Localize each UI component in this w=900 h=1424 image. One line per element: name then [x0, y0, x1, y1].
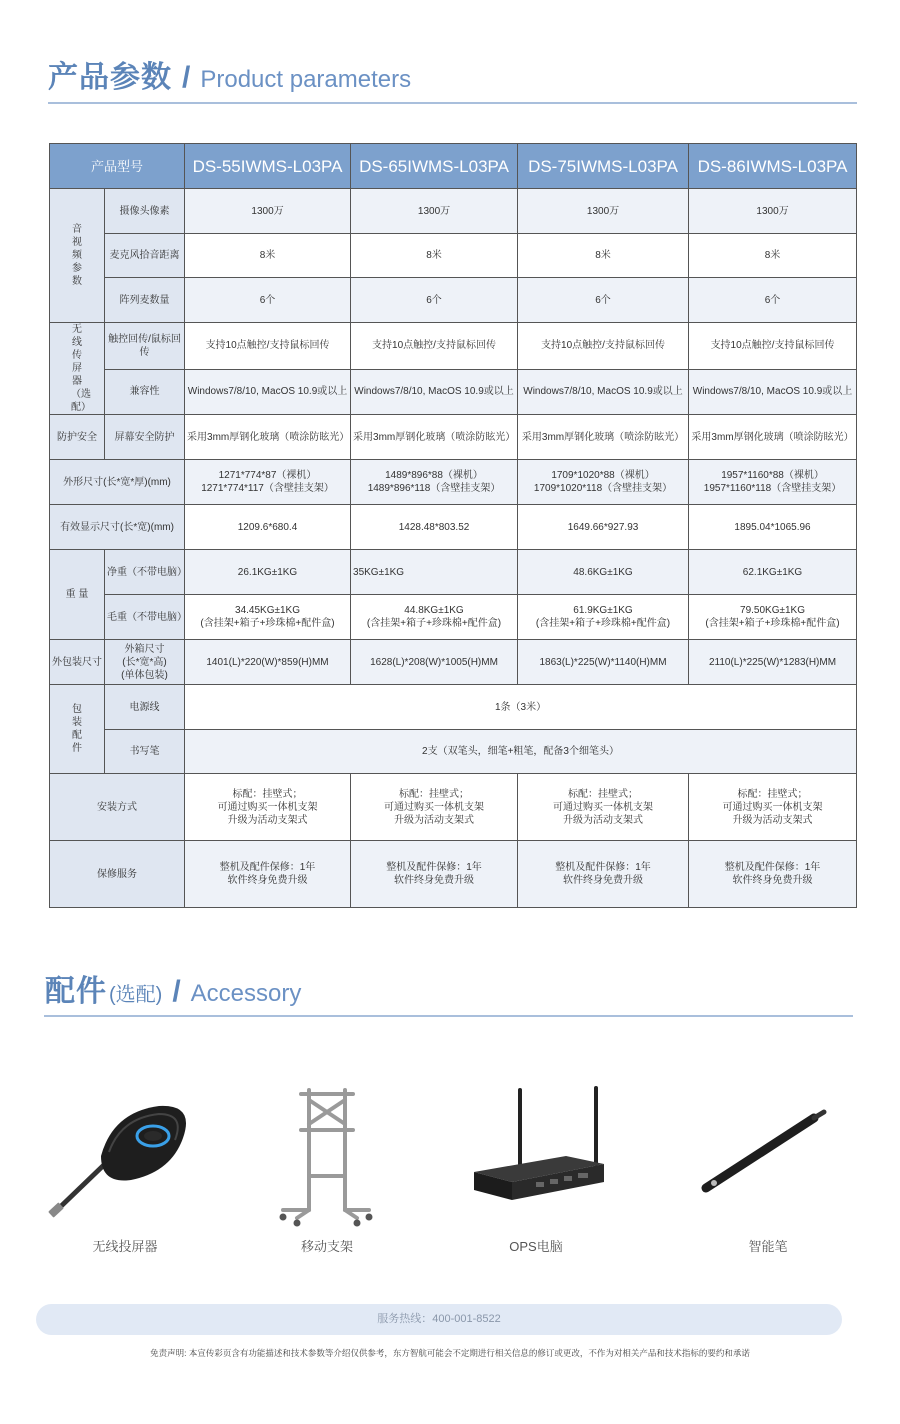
av-group-label: 音视频参数: [50, 189, 105, 323]
model-header-label: 产品型号: [50, 144, 185, 189]
disclaimer: 免责声明: 本宣传彩页含有功能描述和技术参数等介绍仅供参考，东方智航可能会不定期进行相关信息的修订或更改，不作为对相关产品和技术指标的要约和承诺: [150, 1348, 750, 1358]
table-cell: 采用3mm厚钢化玻璃（喷涂防眩光）: [351, 415, 518, 460]
table-cell: 1649.66*927.93: [518, 505, 689, 550]
model-name: DS-65IWMS-L03PA: [351, 144, 518, 189]
accessory-title-cn: 配件: [45, 975, 107, 1008]
table-cell: 采用3mm厚钢化玻璃（喷涂防眩光）: [689, 415, 857, 460]
protect-group-label: 防护安全: [50, 415, 105, 460]
table-row: [50, 774, 857, 841]
table-cell: 1271*774*87（裸机） 1271*774*117（含壁挂支架）: [185, 460, 351, 505]
table-row: [50, 278, 857, 323]
table-cell: 2支（双笔头，细笔+粗笔，配备3个细笔头）: [185, 730, 857, 774]
acc-group-label: 包装配件: [50, 685, 105, 774]
accessory-item: [237, 1060, 417, 1255]
table-cell: 1401(L)*220(W)*859(H)MM: [185, 640, 351, 685]
table-cell: Windows7/8/10, MacOS 10.9或以上: [689, 369, 857, 414]
power-label: 电源线: [105, 685, 185, 730]
table-cell: 标配：挂壁式； 可通过购买一体机支架 升级为活动支架式: [185, 774, 351, 841]
ops-computer-icon: [446, 1060, 626, 1230]
table-cell: 1863(L)*225(W)*1140(H)MM: [518, 640, 689, 685]
table-cell: 支持10点触控/支持鼠标回传: [518, 323, 689, 370]
net-label: 净重（不带电脑）: [105, 550, 185, 595]
table-row: [50, 505, 857, 550]
table-cell: 采用3mm厚钢化玻璃（喷涂防眩光）: [185, 415, 351, 460]
table-cell: 44.8KG±1KG (含挂架+箱子+珍珠棉+配件盒): [351, 595, 518, 640]
table-cell: 48.6KG±1KG: [518, 550, 689, 595]
table-cell: 1895.04*1065.96: [689, 505, 857, 550]
wireless-group-label: 无线传屏器（选配）: [50, 323, 105, 415]
model-name: DS-75IWMS-L03PA: [518, 144, 689, 189]
touch-label: 触控回传/鼠标回传: [105, 323, 185, 370]
table-cell: 8米: [689, 234, 857, 278]
table-row: [50, 730, 857, 774]
table-row: [50, 685, 857, 730]
table-cell: 支持10点触控/支持鼠标回传: [689, 323, 857, 370]
table-row: [50, 841, 857, 908]
table-cell: 1300万: [185, 189, 351, 234]
params-title-en: Product parameters: [200, 66, 412, 93]
array-label: 阵列麦数量: [105, 278, 185, 323]
table-cell: 79.50KG±1KG (含挂架+箱子+珍珠棉+配件盒): [689, 595, 857, 640]
mic-label: 麦克风拾音距离: [105, 234, 185, 278]
table-cell: 34.45KG±1KG (含挂架+箱子+珍珠棉+配件盒): [185, 595, 351, 640]
accessory-item: [446, 1060, 626, 1255]
table-cell: 1300万: [689, 189, 857, 234]
smart-pen-icon: [678, 1060, 858, 1230]
table-cell: 2110(L)*225(W)*1283(H)MM: [689, 640, 857, 685]
table-cell: 标配：挂壁式； 可通过购买一体机支架 升级为活动支架式: [689, 774, 857, 841]
package-group-label: 外包装尺寸: [50, 640, 105, 685]
protect-label: 屏幕安全防护: [105, 415, 185, 460]
table-cell: 6个: [518, 278, 689, 323]
table-cell: 1957*1160*88（裸机） 1957*1160*118（含壁挂支架）: [689, 460, 857, 505]
mobile-stand-icon: [237, 1060, 417, 1230]
table-row: [50, 189, 857, 234]
accessory-title-en: Accessory: [190, 980, 302, 1007]
params-divider: [48, 102, 857, 104]
gross-label: 毛重（不带电脑）: [105, 595, 185, 640]
table-cell: 1209.6*680.4: [185, 505, 351, 550]
table-cell: 8米: [518, 234, 689, 278]
table-row: [50, 323, 857, 370]
header-row: [50, 144, 857, 189]
params-title-cn: 产品参数: [48, 61, 172, 94]
warranty-label: 保修服务: [50, 841, 185, 908]
accessory-label: 无线投屏器: [92, 1239, 158, 1254]
table-cell: 1489*896*88（裸机） 1489*896*118（含壁挂支架）: [351, 460, 518, 505]
package-label: 外箱尺寸 (长*宽*高) (单体包装): [105, 640, 185, 685]
table-row: [50, 550, 857, 595]
accessory-item: [678, 1060, 858, 1255]
table-cell: Windows7/8/10, MacOS 10.9或以上: [185, 369, 351, 414]
install-label: 安装方式: [50, 774, 185, 841]
model-name: DS-55IWMS-L03PA: [185, 144, 351, 189]
table-cell: 8米: [351, 234, 518, 278]
display-label: 有效显示尺寸(长*宽)(mm): [50, 505, 185, 550]
table-cell: 标配：挂壁式； 可通过购买一体机支架 升级为活动支架式: [518, 774, 689, 841]
table-cell: 整机及配件保修：1年 软件终身免费升级: [185, 841, 351, 908]
accessory-title: [45, 966, 301, 1010]
accessory-title-sub: (选配): [109, 984, 163, 1006]
pen-label: 书写笔: [105, 730, 185, 774]
table-cell: 支持10点触控/支持鼠标回传: [351, 323, 518, 370]
table-cell: 1300万: [351, 189, 518, 234]
table-cell: 6个: [351, 278, 518, 323]
title-slash: /: [172, 975, 181, 1008]
weight-group-label: 重 量: [50, 550, 105, 640]
table-cell: Windows7/8/10, MacOS 10.9或以上: [518, 369, 689, 414]
accessory-label: 智能笔: [748, 1239, 788, 1254]
table-cell: 整机及配件保修：1年 软件终身免费升级: [689, 841, 857, 908]
camera-label: 摄像头像素: [105, 189, 185, 234]
table-cell: 支持10点触控/支持鼠标回传: [185, 323, 351, 370]
table-row: [50, 640, 857, 685]
table-cell: 6个: [689, 278, 857, 323]
table-cell: 6个: [185, 278, 351, 323]
accessory-item: [35, 1060, 215, 1255]
table-cell: 整机及配件保修：1年 软件终身免费升级: [351, 841, 518, 908]
table-cell: 1428.48*803.52: [351, 505, 518, 550]
table-cell: 整机及配件保修：1年 软件终身免费升级: [518, 841, 689, 908]
table-cell: 标配：挂壁式； 可通过购买一体机支架 升级为活动支架式: [351, 774, 518, 841]
spec-table: [49, 143, 857, 908]
table-cell: 1300万: [518, 189, 689, 234]
table-cell: 62.1KG±1KG: [689, 550, 857, 595]
table-cell: 1628(L)*208(W)*1005(H)MM: [351, 640, 518, 685]
table-cell: 1条（3米）: [185, 685, 857, 730]
accessory-label: OPS电脑: [509, 1239, 563, 1254]
table-row: [50, 415, 857, 460]
table-cell: 1709*1020*88（裸机） 1709*1020*118（含壁挂支架）: [518, 460, 689, 505]
table-row: [50, 369, 857, 414]
table-cell: 8米: [185, 234, 351, 278]
accessory-label: 移动支架: [300, 1239, 353, 1254]
table-row: [50, 460, 857, 505]
wireless-dongle-icon: [35, 1060, 215, 1230]
params-title: [48, 52, 411, 96]
table-cell: 26.1KG±1KG: [185, 550, 351, 595]
table-row: [50, 234, 857, 278]
compat-label: 兼容性: [105, 369, 185, 414]
title-slash: /: [182, 61, 191, 94]
table-cell: Windows7/8/10, MacOS 10.9或以上: [351, 369, 518, 414]
dims-label: 外形尺寸(长*宽*厚)(mm): [50, 460, 185, 505]
table-cell: 35KG±1KG: [351, 550, 518, 595]
model-name: DS-86IWMS-L03PA: [689, 144, 857, 189]
accessory-divider: [44, 1015, 853, 1017]
table-cell: 采用3mm厚钢化玻璃（喷涂防眩光）: [518, 415, 689, 460]
table-cell: 61.9KG±1KG (含挂架+箱子+珍珠棉+配件盒): [518, 595, 689, 640]
service-hotline: 服务热线：400-001-8522: [36, 1304, 842, 1335]
table-row: [50, 595, 857, 640]
